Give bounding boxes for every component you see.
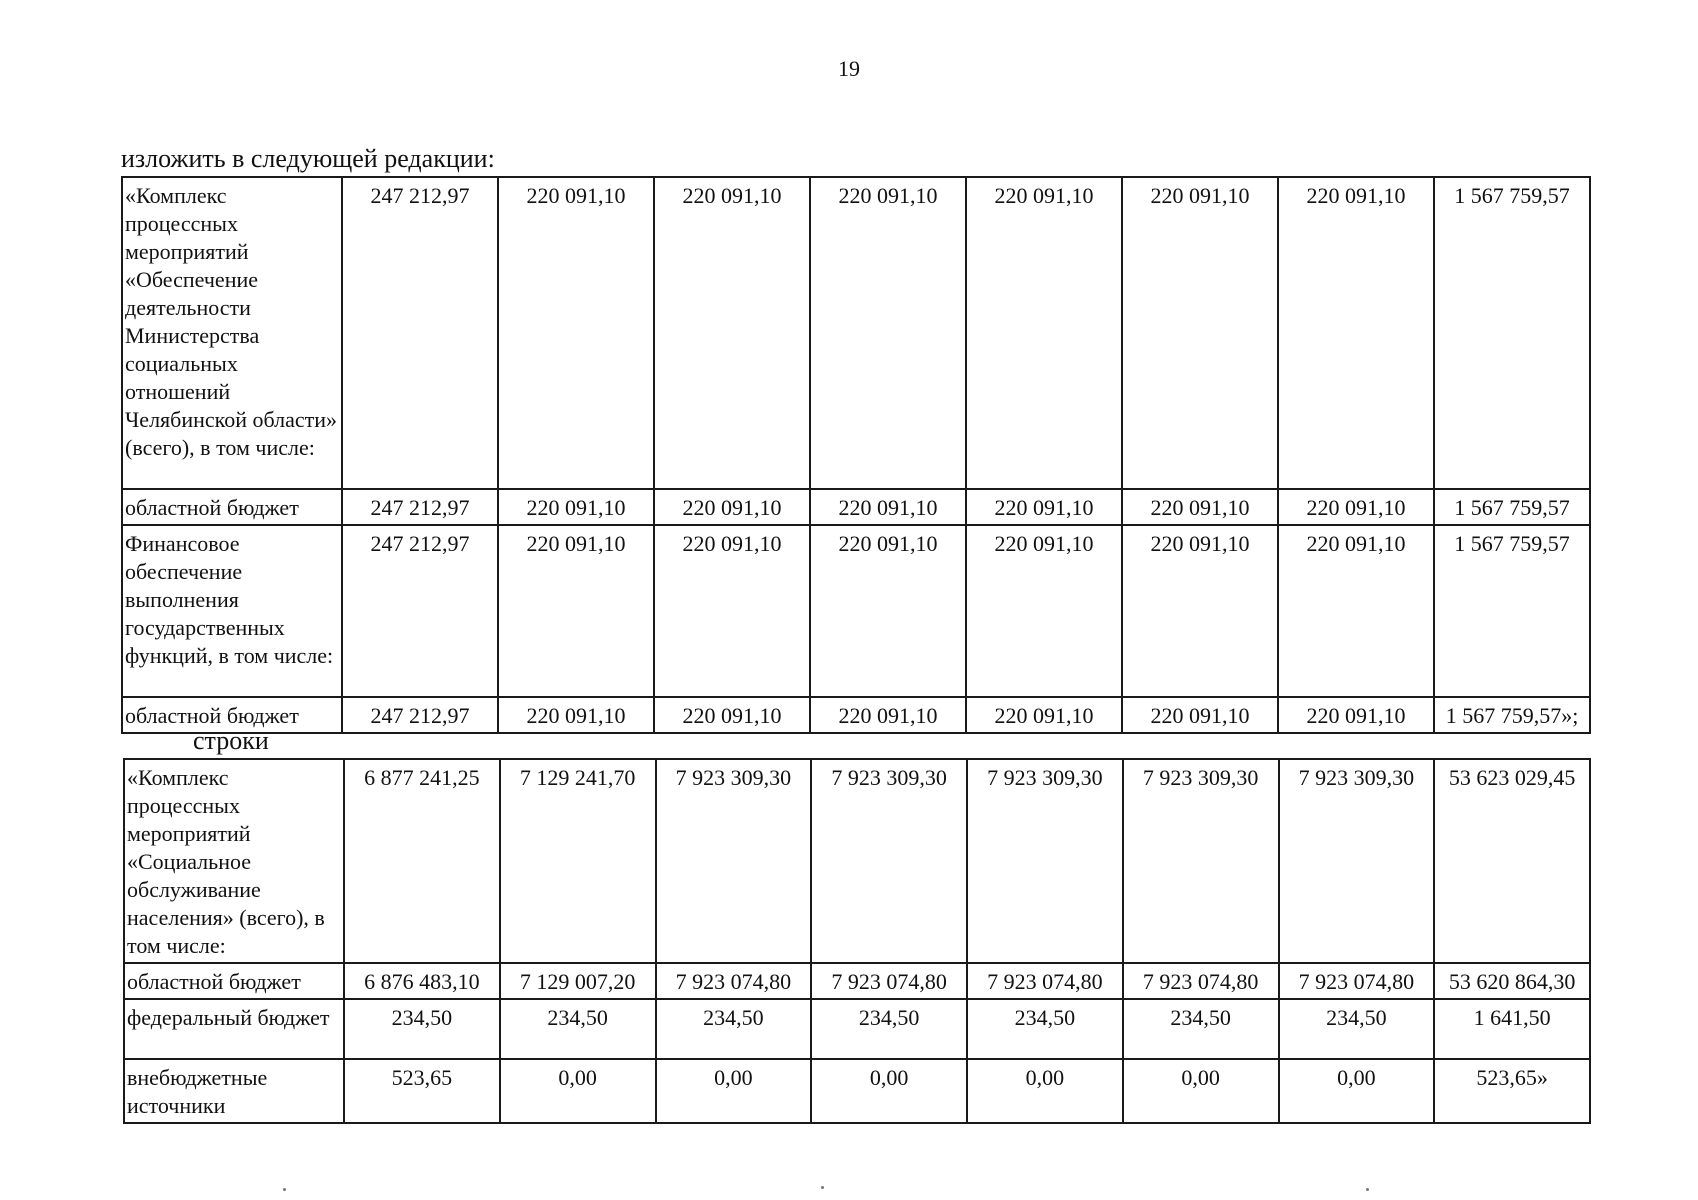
table-row [124,999,1590,1059]
total-cell: 1 567 759,57»; [1434,697,1590,733]
row-label: «Комплекс процессных мероприятий «Социальное обслуживание населения» (всего), в том числе: [124,759,344,963]
total-cell: 1 567 759,57 [1434,489,1590,525]
value-cell: 7 129 241,70 [500,759,656,963]
value-cell: 220 091,10 [810,177,966,489]
value-cell: 0,00 [656,1059,812,1123]
row-label: федеральный бюджет [124,999,344,1059]
intro2-text: строки [193,726,269,755]
value-cell: 0,00 [1123,1059,1279,1123]
value-cell: 0,00 [500,1059,656,1123]
value-cell: 7 923 074,80 [1123,963,1279,999]
value-cell: 247 212,97 [342,525,498,697]
scan-speck [283,1188,286,1191]
value-cell: 220 091,10 [966,525,1122,697]
value-cell: 220 091,10 [654,525,810,697]
total-cell: 53 623 029,45 [1434,759,1590,963]
total-cell: 523,65» [1434,1059,1590,1123]
row-label: «Комплекс процессных мероприятий «Обеспечение деятельности Министерства социальных отношений Челябинской области» (всего), в том числе: [122,177,342,489]
value-cell: 7 923 309,30 [967,759,1123,963]
row-label: областной бюджет [122,489,342,525]
value-cell: 220 091,10 [966,489,1122,525]
value-cell: 6 877 241,25 [344,759,500,963]
total-cell: 1 567 759,57 [1434,525,1590,697]
intro-text: изложить в следующей редакции: [121,144,495,173]
value-cell: 247 212,97 [342,177,498,489]
table-row [124,759,1590,963]
value-cell: 234,50 [1123,999,1279,1059]
value-cell: 234,50 [967,999,1123,1059]
scan-speck [821,1186,824,1189]
value-cell: 220 091,10 [1122,177,1278,489]
value-cell: 220 091,10 [498,489,654,525]
table-row [124,963,1590,999]
table-row [124,1059,1590,1123]
value-cell: 220 091,10 [498,177,654,489]
value-cell: 7 923 074,80 [656,963,812,999]
value-cell: 0,00 [967,1059,1123,1123]
value-cell: 220 091,10 [654,697,810,733]
value-cell: 7 923 309,30 [1123,759,1279,963]
value-cell: 220 091,10 [1122,525,1278,697]
value-cell: 220 091,10 [1122,697,1278,733]
value-cell: 7 923 309,30 [656,759,812,963]
row-label: областной бюджет [124,963,344,999]
value-cell: 220 091,10 [1278,697,1434,733]
value-cell: 220 091,10 [1278,177,1434,489]
value-cell: 247 212,97 [342,697,498,733]
page-number: 19 [838,56,860,81]
budget-table-new-edition [121,176,1591,734]
value-cell: 234,50 [656,999,812,1059]
value-cell: 234,50 [500,999,656,1059]
value-cell: 7 923 309,30 [1279,759,1435,963]
value-cell: 234,50 [811,999,967,1059]
table-row [122,489,1590,525]
value-cell: 220 091,10 [498,525,654,697]
value-cell: 7 923 074,80 [1279,963,1435,999]
value-cell: 220 091,10 [654,489,810,525]
row-label: внебюджетные источники [124,1059,344,1123]
value-cell: 220 091,10 [1278,489,1434,525]
value-cell: 220 091,10 [498,697,654,733]
value-cell: 523,65 [344,1059,500,1123]
budget-table-rows [123,758,1591,1124]
scan-speck [1366,1188,1369,1191]
value-cell: 7 923 074,80 [811,963,967,999]
value-cell: 234,50 [344,999,500,1059]
table-row [122,177,1590,489]
value-cell: 7 923 074,80 [967,963,1123,999]
value-cell: 234,50 [1279,999,1435,1059]
value-cell: 0,00 [811,1059,967,1123]
row-label: Финансовое обеспечение выполнения государственных функций, в том числе: [122,525,342,697]
table-row [122,525,1590,697]
value-cell: 220 091,10 [810,697,966,733]
value-cell: 220 091,10 [1122,489,1278,525]
value-cell: 7 129 007,20 [500,963,656,999]
row-label: областной бюджет [122,697,342,733]
total-cell: 1 567 759,57 [1434,177,1590,489]
value-cell: 220 091,10 [810,489,966,525]
total-cell: 1 641,50 [1434,999,1590,1059]
value-cell: 7 923 309,30 [811,759,967,963]
value-cell: 220 091,10 [1278,525,1434,697]
value-cell: 247 212,97 [342,489,498,525]
value-cell: 220 091,10 [810,525,966,697]
value-cell: 0,00 [1279,1059,1435,1123]
value-cell: 6 876 483,10 [344,963,500,999]
table-row [122,697,1590,733]
value-cell: 220 091,10 [966,177,1122,489]
total-cell: 53 620 864,30 [1434,963,1590,999]
value-cell: 220 091,10 [654,177,810,489]
value-cell: 220 091,10 [966,697,1122,733]
